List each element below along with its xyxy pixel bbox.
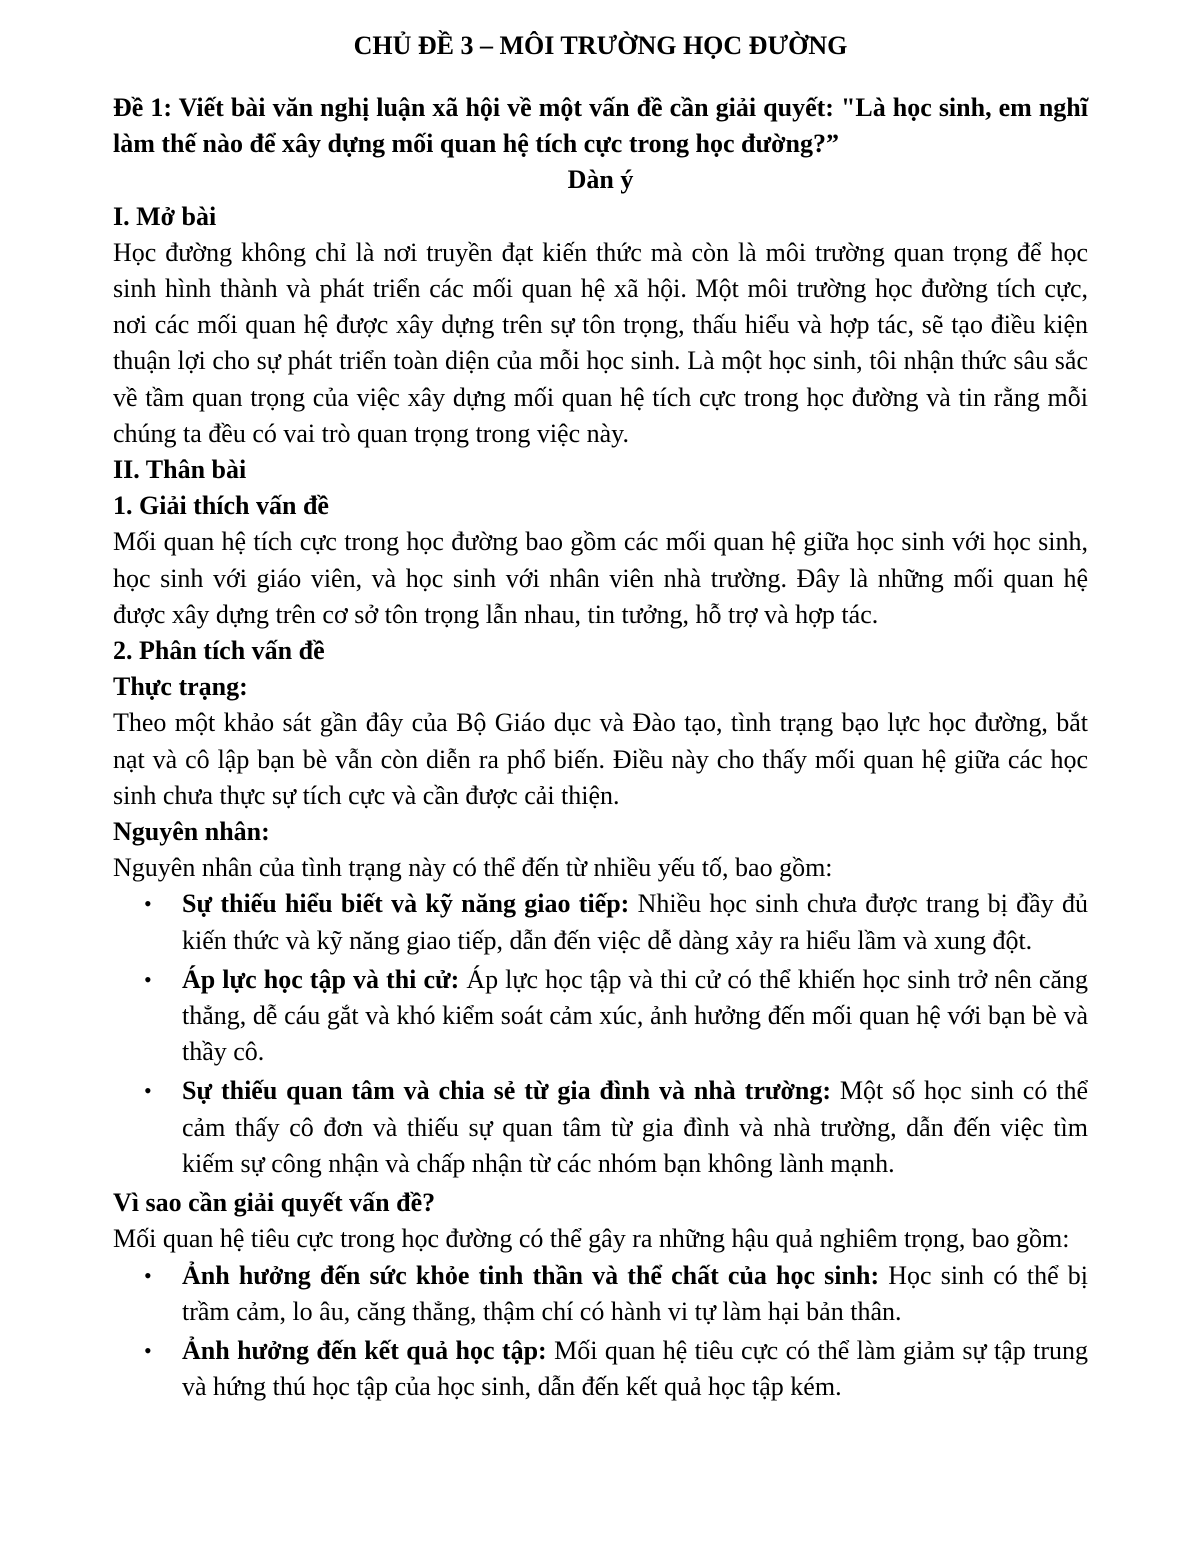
body-heading: II. Thân bài: [113, 455, 247, 485]
list-item-label: Ảnh hưởng đến sức khỏe tinh thần và thể chất của học sinh:: [182, 1260, 880, 1290]
cause-intro: Nguyên nhân của tình trạng này có thể đến từ nhiều yếu tố, bao gồm:: [113, 853, 833, 883]
list-item-label: Ảnh hưởng đến kết quả học tập:: [182, 1335, 547, 1365]
bullet-icon: •: [144, 966, 152, 992]
list-item-text: Học sinh có thể bị trầm cảm, lo âu, căng thẳng, thậm chí có hành vi tự làm hại bản thân.: [182, 1260, 1088, 1326]
essay-topic: Đề 1: Viết bài văn nghị luận xã hội về một vấn đề cần giải quyết: "Là học sinh, em nghĩ làm thế nào để xây dựng mối quan hệ tích cực trong học đường?”: [113, 93, 1088, 159]
list-item-label: Áp lực học tập và thi cử:: [182, 964, 460, 994]
list-item-label: Sự thiếu hiểu biết và kỹ năng giao tiếp:: [182, 889, 630, 919]
bullet-icon: •: [144, 891, 152, 917]
list-item: [144, 886, 1088, 958]
outline-label: Dàn ý: [567, 165, 634, 195]
bullet-icon: •: [144, 1337, 152, 1363]
list-item-label: Sự thiếu quan tâm và chia sẻ từ gia đình và nhà trường:: [182, 1076, 831, 1106]
cause-heading: Nguyên nhân:: [113, 817, 270, 847]
list-item: [144, 962, 1088, 1071]
intro-paragraph: Học đường không chỉ là nơi truyền đạt kiến thức mà còn là môi trường quan trọng để học sinh hình thành và phát triển các mối quan hệ xã hội. Một môi trường học đường tích cực, nơi các mối quan hệ được xây dựng trên sự tôn trọng, thấu hiểu và hợp tác, sẽ tạo điều kiện thuận lợi cho sự phát triển toàn diện của mỗi học sinh. Là một học sinh, tôi nhận thức sâu sắc về tầm quan trọng của việc xây dựng mối quan hệ tích cực trong học đường và tin rằng mỗi chúng ta đều có vai trò quan trọng trong việc này.: [113, 237, 1088, 448]
intro-heading: I. Mở bài: [113, 201, 217, 231]
analysis-heading: 2. Phân tích vấn đề: [113, 636, 325, 666]
list-item-text: Nhiều học sinh chưa được trang bị đầy đủ kiến thức và kỹ năng giao tiếp, dẫn đến việc dễ dàng xảy ra hiểu lầm và xung đột.: [182, 889, 1088, 955]
why-heading: Vì sao cần giải quyết vấn đề?: [113, 1188, 436, 1218]
consequence-list: [113, 1258, 1088, 1406]
explain-paragraph: Mối quan hệ tích cực trong học đường bao gồm các mối quan hệ giữa học sinh với học sinh, học sinh với giáo viên, và học sinh với nhân viên nhà trường. Đây là những mối quan hệ được xây dựng trên cơ sở tôn trọng lẫn nhau, tin tưởng, hỗ trợ và hợp tác.: [113, 527, 1088, 629]
why-intro: Mối quan hệ tiêu cực trong học đường có thể gây ra những hậu quả nghiêm trọng, bao gồm:: [113, 1224, 1070, 1254]
status-heading: Thực trạng:: [113, 672, 248, 702]
list-item: [144, 1258, 1088, 1330]
cause-list: [113, 886, 1088, 1182]
list-item: [144, 1333, 1088, 1405]
bullet-icon: •: [144, 1262, 152, 1288]
list-item-text: Mối quan hệ tiêu cực có thể làm giảm sự tập trung và hứng thú học tập của học sinh, dẫn đến kết quả học tập kém.: [182, 1335, 1088, 1402]
bullet-icon: •: [144, 1078, 152, 1104]
explain-heading: 1. Giải thích vấn đề: [113, 491, 329, 521]
document-page: [113, 28, 1088, 1408]
list-item-text: Áp lực học tập và thi cử có thể khiến học sinh trở nên căng thẳng, dễ cáu gắt và khó kiểm soát cảm xúc, ảnh hưởng đến mối quan hệ với bạn bè và thầy cô.: [182, 964, 1088, 1067]
list-item: [144, 1073, 1088, 1182]
document-title: CHỦ ĐỀ 3 – MÔI TRƯỜNG HỌC ĐƯỜNG: [353, 31, 848, 60]
list-item-text: Một số học sinh có thể cảm thấy cô đơn và thiếu sự quan tâm từ gia đình và nhà trường, dẫn đến việc tìm kiếm sự công nhận và chấp nhận từ các nhóm bạn không lành mạnh.: [182, 1076, 1088, 1178]
status-paragraph: Theo một khảo sát gần đây của Bộ Giáo dục và Đào tạo, tình trạng bạo lực học đường, bắt nạt và cô lập bạn bè vẫn còn diễn ra phổ biến. Điều này cho thấy mối quan hệ giữa các học sinh chưa thực sự tích cực và cần được cải thiện.: [113, 708, 1088, 810]
